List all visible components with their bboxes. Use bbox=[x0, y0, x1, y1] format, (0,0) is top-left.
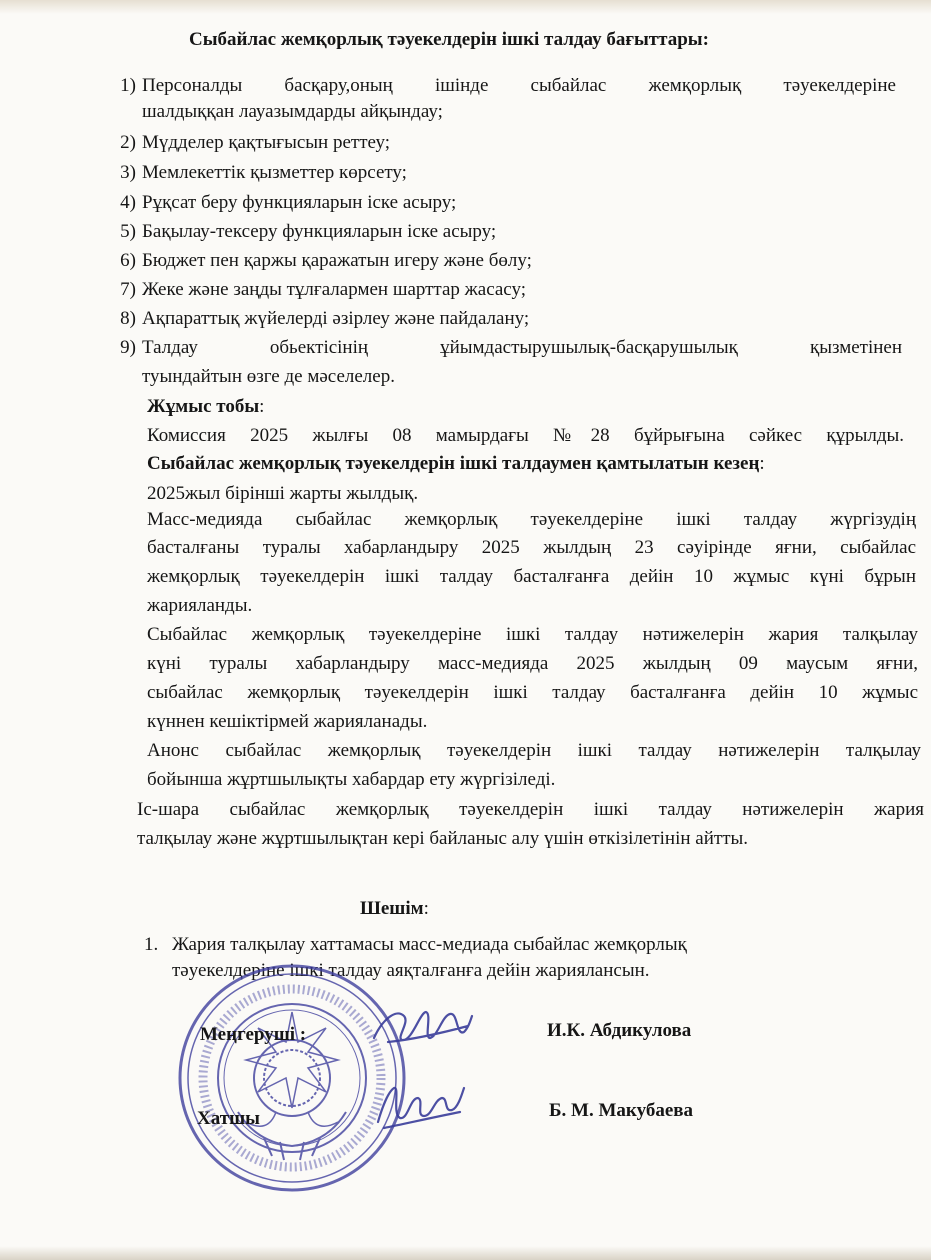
paragraph-line: күннен кешіктірмей жарияланады. bbox=[147, 711, 428, 732]
chair-name: И.К. Абдикулова bbox=[547, 1020, 692, 1041]
paragraph-line: күні туралы хабарландыру масс-медияда 2025 жылдың 09 маусым яғни, bbox=[147, 653, 918, 674]
period-colon: : bbox=[759, 453, 765, 474]
secretary-signature-icon bbox=[370, 1078, 470, 1136]
commission-text: Комиссия 2025 жылғы 08 мамырдағы №28 бұйрығына сәйкес құрылды. bbox=[147, 425, 904, 446]
paragraph-line: талқылау және жұртшылықтан кері байланыс алу үшін өткізілетінін айтты. bbox=[137, 828, 749, 849]
chair-signature-icon bbox=[368, 998, 476, 1058]
list-item-line: Мүдделер қақтығысын реттеу; bbox=[142, 132, 390, 153]
list-item-line: Талдау обьектісінің ұйымдастырушылық-басқарушылық қызметінен bbox=[142, 337, 902, 358]
top-edge-shadow bbox=[0, 0, 931, 14]
decision-number: 1. bbox=[144, 934, 159, 955]
list-item-number: 9) bbox=[120, 337, 136, 358]
list-item-line: Мемлекеттік қызметтер көрсету; bbox=[142, 162, 407, 183]
list-item-line: шалдыққан лауазымдарды айқындау; bbox=[142, 101, 443, 122]
secretary-name: Б. М. Макубаева bbox=[549, 1100, 694, 1121]
period-heading bbox=[147, 451, 765, 477]
list-item-line: Ақпараттық жүйелерді әзірлеу және пайдалану; bbox=[142, 308, 530, 329]
list-item-number: 4) bbox=[120, 192, 136, 213]
list-item-line: Жеке және заңды тұлғалармен шарттар жасасу; bbox=[142, 279, 527, 300]
list-item-number: 3) bbox=[120, 162, 136, 183]
decision-heading bbox=[360, 896, 429, 922]
decision-line: тәуекелдеріне ішкі талдау аяқталғанға дейін жариялансын. bbox=[172, 960, 650, 981]
list-item-number: 6) bbox=[120, 250, 136, 271]
paragraph-line: Сыбайлас жемқорлық тәуекелдеріне ішкі талдау нәтижелерін жария талқылау bbox=[147, 624, 918, 645]
decision-label: Шешім bbox=[360, 898, 424, 919]
decision-line: Жария талқылау хаттамасы масс-медиада сыбайлас жемқорлық bbox=[172, 934, 687, 955]
paragraph-line: бойынша жұртшылықты хабардар ету жүргізіледі. bbox=[147, 769, 556, 790]
secretary-label: Хатшы bbox=[197, 1108, 260, 1129]
list-item-line: Бюджет пен қаржы қаражатын игеру және бөлу; bbox=[142, 250, 532, 271]
paragraph-line: Масс-медияда сыбайлас жемқорлық тәуекелдеріне ішкі талдау жүргізудің bbox=[147, 509, 916, 530]
list-item-line: туындайтын өзге де мәселелер. bbox=[142, 366, 395, 387]
list-item-number: 5) bbox=[120, 221, 136, 242]
chair-label: Меңгеруші : bbox=[200, 1024, 307, 1045]
bottom-edge-shadow bbox=[0, 1246, 931, 1260]
list-item-number: 2) bbox=[120, 132, 136, 153]
period-value: 2025жыл бірінші жарты жылдық. bbox=[147, 483, 419, 504]
paragraph-line: Іс-шара сыбайлас жемқорлық тәуекелдерін ішкі талдау нәтижелерін жария bbox=[137, 799, 924, 820]
working-group-heading bbox=[147, 394, 264, 420]
paragraph-line: сыбайлас жемқорлық тәуекелдерін ішкі талдау басталғанға дейін 10 жұмыс bbox=[147, 682, 918, 703]
paragraph-line: Анонс сыбайлас жемқорлық тәуекелдерін ішкі талдау нәтижелерін талқылау bbox=[147, 740, 921, 761]
list-item-line: Бақылау-тексеру функцияларын іске асыру; bbox=[142, 221, 497, 242]
period-label: Сыбайлас жемқорлық тәуекелдерін ішкі талдаумен қамтылатын кезең bbox=[147, 453, 760, 474]
working-group-label: Жұмыс тобы bbox=[147, 396, 260, 417]
paragraph-line: басталғаны туралы хабарландыру 2025 жылдың 23 сәуірінде яғни, сыбайлас bbox=[147, 537, 916, 558]
paragraph-line: жарияланды. bbox=[147, 595, 253, 616]
paragraph-line: жемқорлық тәуекелдерін ішкі талдау басталғанға дейін 10 жұмыс күні бұрын bbox=[147, 566, 916, 587]
document-title: Сыбайлас жемқорлық тәуекелдерін ішкі талдау бағыттары: bbox=[189, 29, 709, 50]
working-group-colon: : bbox=[259, 396, 265, 417]
list-item-line: Персоналды басқару,оның ішінде сыбайлас жемқорлық тәуекелдеріне bbox=[142, 75, 896, 96]
list-item-line: Рұқсат беру функцияларын іске асыру; bbox=[142, 192, 457, 213]
list-item-number: 8) bbox=[120, 308, 136, 329]
decision-colon: : bbox=[423, 898, 429, 919]
list-item-number: 1) bbox=[120, 75, 136, 96]
list-item-number: 7) bbox=[120, 279, 136, 300]
